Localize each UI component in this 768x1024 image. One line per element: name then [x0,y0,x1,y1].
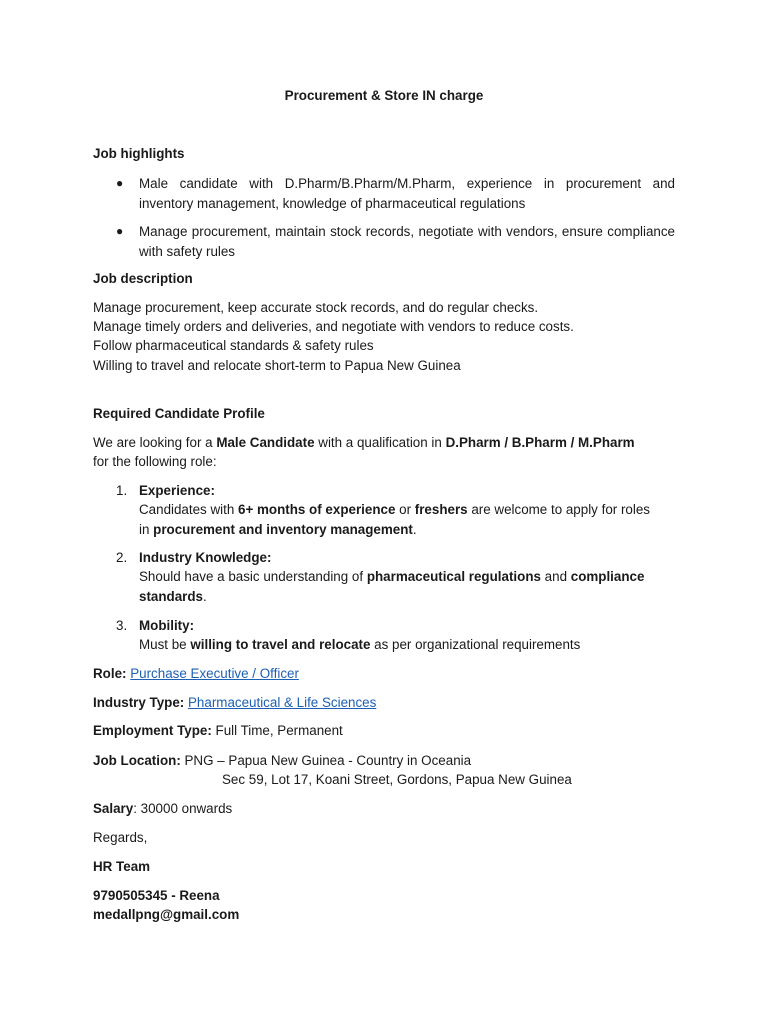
requirement-text: as per organizational requirements [370,637,581,652]
requirement-experience-line-2 [139,522,417,537]
profile-intro-bold: Male Candidate [216,435,315,450]
requirement-text: or [395,502,415,517]
bullet-icon: ● [116,176,124,190]
highlight-bullet-1: Male candidate with D.Pharm/B.Pharm/M.Pharm, experience in procurement and inventory management, knowledge of pharmaceutical regulations [139,176,675,211]
profile-intro-text: We are looking for a [93,435,217,450]
job-description-heading: Job description [93,271,193,286]
requirement-text: . [412,522,417,537]
description-line: Manage procurement, keep accurate stock records, and do regular checks. [93,300,539,315]
document-title: Procurement & Store IN charge [284,88,484,103]
requirement-bold: procurement and inventory management [153,522,413,537]
requirement-title-mobility: Mobility: [139,618,195,633]
list-number: 1. [116,483,128,498]
profile-intro-line-2: for the following role: [93,454,217,469]
requirement-text: . [203,589,207,604]
requirement-text: in [139,522,154,537]
employment-value: Full Time, Permanent [211,723,343,738]
requirement-text: Must be [139,637,191,652]
bullet-icon: ● [116,224,124,238]
profile-intro-line-1 [93,435,635,450]
employment-row [93,723,343,738]
industry-row [93,695,376,710]
requirement-bold: willing to travel and relocate [190,637,371,652]
location-address: Sec 59, Lot 17, Koani Street, Gordons, Papua New Guinea [222,772,572,787]
requirement-mobility-line [139,637,580,652]
salary-label: Salary [93,801,134,816]
contact-phone: 9790505345 - Reena [93,888,220,903]
salary-value: : 30000 onwards [133,801,233,816]
requirement-text: Should have a basic understanding of [139,569,367,584]
requirement-text: and [540,569,571,584]
requirement-title-experience: Experience: [139,483,215,498]
industry-link[interactable]: Pharmaceutical & Life Sciences [188,695,377,710]
hr-team-signature: HR Team [93,859,151,874]
requirement-text: are welcome to apply for roles [467,502,650,517]
regards-text: Regards, [93,830,148,845]
job-highlights-heading: Job highlights [93,146,185,161]
requirement-bold: standards [139,589,203,604]
role-label: Role: [93,666,127,681]
location-value: PNG – Papua New Guinea - Country in Oceania [180,753,472,768]
profile-intro-text: with a qualification in [314,435,446,450]
location-row [93,753,471,768]
industry-label: Industry Type: [93,695,185,710]
employment-label: Employment Type: [93,723,212,738]
requirement-title-industry-knowledge: Industry Knowledge: [139,550,272,565]
requirement-bold: pharmaceutical regulations [366,569,541,584]
salary-row [93,801,232,816]
description-line: Willing to travel and relocate short-term to Papua New Guinea [93,358,461,373]
description-line: Manage timely orders and deliveries, and negotiate with vendors to reduce costs. [93,319,574,334]
contact-email: medallpng@gmail.com [93,907,240,922]
requirement-bold: 6+ months of experience [238,502,396,517]
requirement-bold: freshers [414,502,468,517]
profile-intro-bold: D.Pharm / B.Pharm / M.Pharm [445,435,635,450]
list-number: 2. [116,550,128,565]
description-line: Follow pharmaceutical standards & safety rules [93,338,374,353]
requirement-bold: compliance [570,569,645,584]
requirement-industry-line-2 [139,589,207,604]
role-link[interactable]: Purchase Executive / Officer [130,666,299,681]
list-number: 3. [116,618,128,633]
role-row [93,666,299,681]
highlight-bullet-2: Manage procurement, maintain stock records, negotiate with vendors, ensure compliance with safety rules [139,224,675,259]
requirement-industry-line-1 [139,569,644,584]
requirement-text: Candidates with [139,502,238,517]
location-label: Job Location: [93,753,181,768]
requirement-experience-line-1 [139,502,650,517]
candidate-profile-heading: Required Candidate Profile [93,406,265,421]
